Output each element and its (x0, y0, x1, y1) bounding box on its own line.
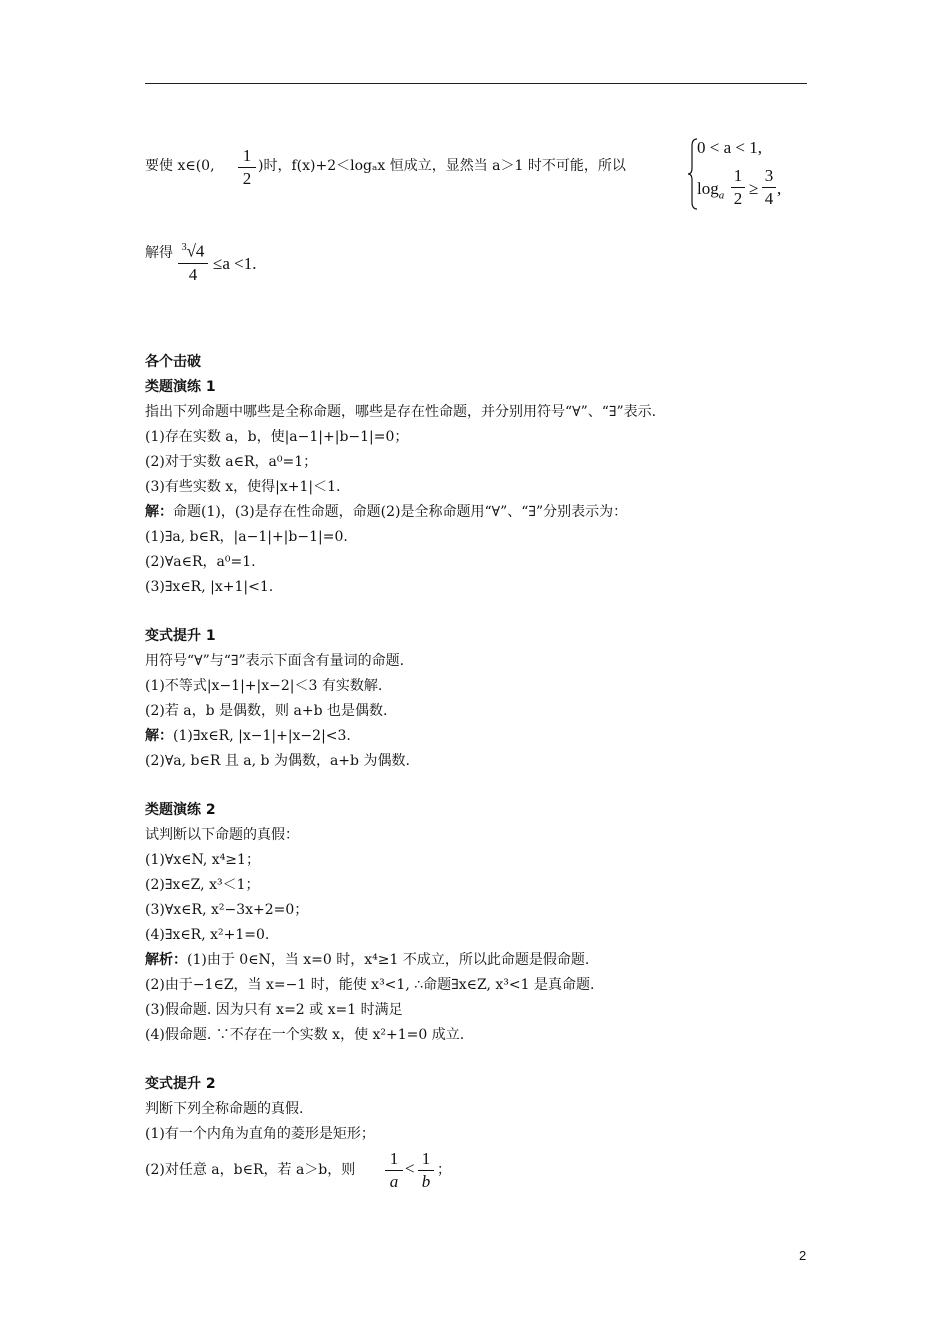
s4-fraction-b: 1 b (418, 1149, 434, 1192)
s2-title: 变式提升 1 (145, 628, 216, 644)
s4-line: (1)有一个内角为直角的菱形是矩形； (145, 1126, 375, 1142)
intro-fraction: 1 2 (238, 146, 256, 189)
s4-less-than: < (405, 1159, 415, 1178)
case-fraction-three-quarters: 3 4 (762, 166, 776, 209)
s4-title: 变式提升 2 (145, 1076, 216, 1092)
page-number: 2 (799, 1248, 807, 1263)
case-comma: , (777, 179, 782, 198)
s4-fraction-a: 1 a (385, 1149, 403, 1192)
s3-line: (1)∀x∈N, x⁴≥1； (145, 852, 260, 868)
intro-text-b: )时，f(x)+2＜logₐx 恒成立，显然当 a＞1 时不可能，所以 (258, 158, 626, 174)
s3-answer-line: (2)由于−1∈Z，当 x=−1 时，能使 x³<1, ∴命题∃x∈Z, x³<1 是真命题. (145, 977, 595, 993)
s3-title: 类题演练 2 (145, 802, 216, 818)
solve-label: 解得 (145, 245, 173, 261)
s1-line: (2)对于实数 a∈R，a⁰=1； (145, 454, 318, 470)
case-geq: ≥ (749, 179, 759, 198)
s3-answer-line: (4)假命题. ∵不存在一个实数 x，使 x²+1=0 成立. (145, 1027, 465, 1043)
s3-line: 试判断以下命题的真假： (145, 827, 299, 843)
s4-line: 判断下列全称命题的真假. (145, 1101, 304, 1117)
s3-line: (4)∃x∈R, x²+1=0. (145, 927, 270, 943)
s3-line: (2)∃x∈Z, x³＜1； (145, 877, 260, 893)
intro-text-a: 要使 x∈(0, (145, 158, 215, 174)
section-heading: 各个击破 (145, 354, 201, 370)
header-rule (145, 83, 807, 84)
s1-title: 类题演练 1 (145, 379, 216, 395)
s4-last-tail: ； (437, 1162, 451, 1178)
s2-answer-line: 解：(1)∃x∈R, |x−1|+|x−2|<3. (145, 728, 351, 744)
case-fraction-half: 1 2 (731, 166, 745, 209)
s2-line: (1)不等式|x−1|+|x−2|＜3 有实数解. (145, 678, 383, 694)
s1-line: (3)有些实数 x，使得|x+1|＜1. (145, 479, 341, 495)
s1-answer-line: (3)∃x∈R, |x+1|<1. (145, 579, 274, 595)
s3-answer-line: 解析：(1)由于 0∈N，当 x=0 时，x⁴≥1 不成立，所以此命题是假命题. (145, 952, 590, 968)
solve-tail: ≤a <1. (213, 254, 257, 273)
s2-line: (2)若 a，b 是偶数，则 a+b 也是偶数. (145, 703, 388, 719)
s3-answer-line: (3)假命题. 因为只有 x=2 或 x=1 时满足 (145, 1002, 403, 1018)
s1-line: (1)存在实数 a，b，使|a−1|+|b−1|=0； (145, 429, 409, 445)
s1-answer-line: (1)∃a, b∈R，|a−1|+|b−1|=0. (145, 529, 348, 545)
solve-fraction: $^3$√4 4 (178, 238, 208, 285)
s1-answer-line: 解：命题(1)，(3)是存在性命题，命题(2)是全称命题用“∀”、“∃”分别表示为： (145, 504, 628, 520)
s4-last-text: (2)对任意 a，b∈R，若 a＞b，则 (145, 1162, 356, 1178)
s1-line: 指出下列命题中哪些是全称命题，哪些是存在性命题，并分别用符号“∀”、“∃”表示. (145, 404, 657, 420)
case-log: $\log_a$ (697, 179, 725, 202)
s1-answer-line: (2)∀a∈R，a⁰=1. (145, 554, 256, 570)
s2-line: 用符号“∀”与“∃”表示下面含有量词的命题. (145, 653, 405, 669)
s2-answer-line: (2)∀a, b∈R 且 a, b 为偶数，a+b 为偶数. (145, 753, 410, 769)
case-line-1: 0 < a < 1, (697, 138, 762, 157)
s3-line: (3)∀x∈R, x²−3x+2=0； (145, 902, 309, 918)
